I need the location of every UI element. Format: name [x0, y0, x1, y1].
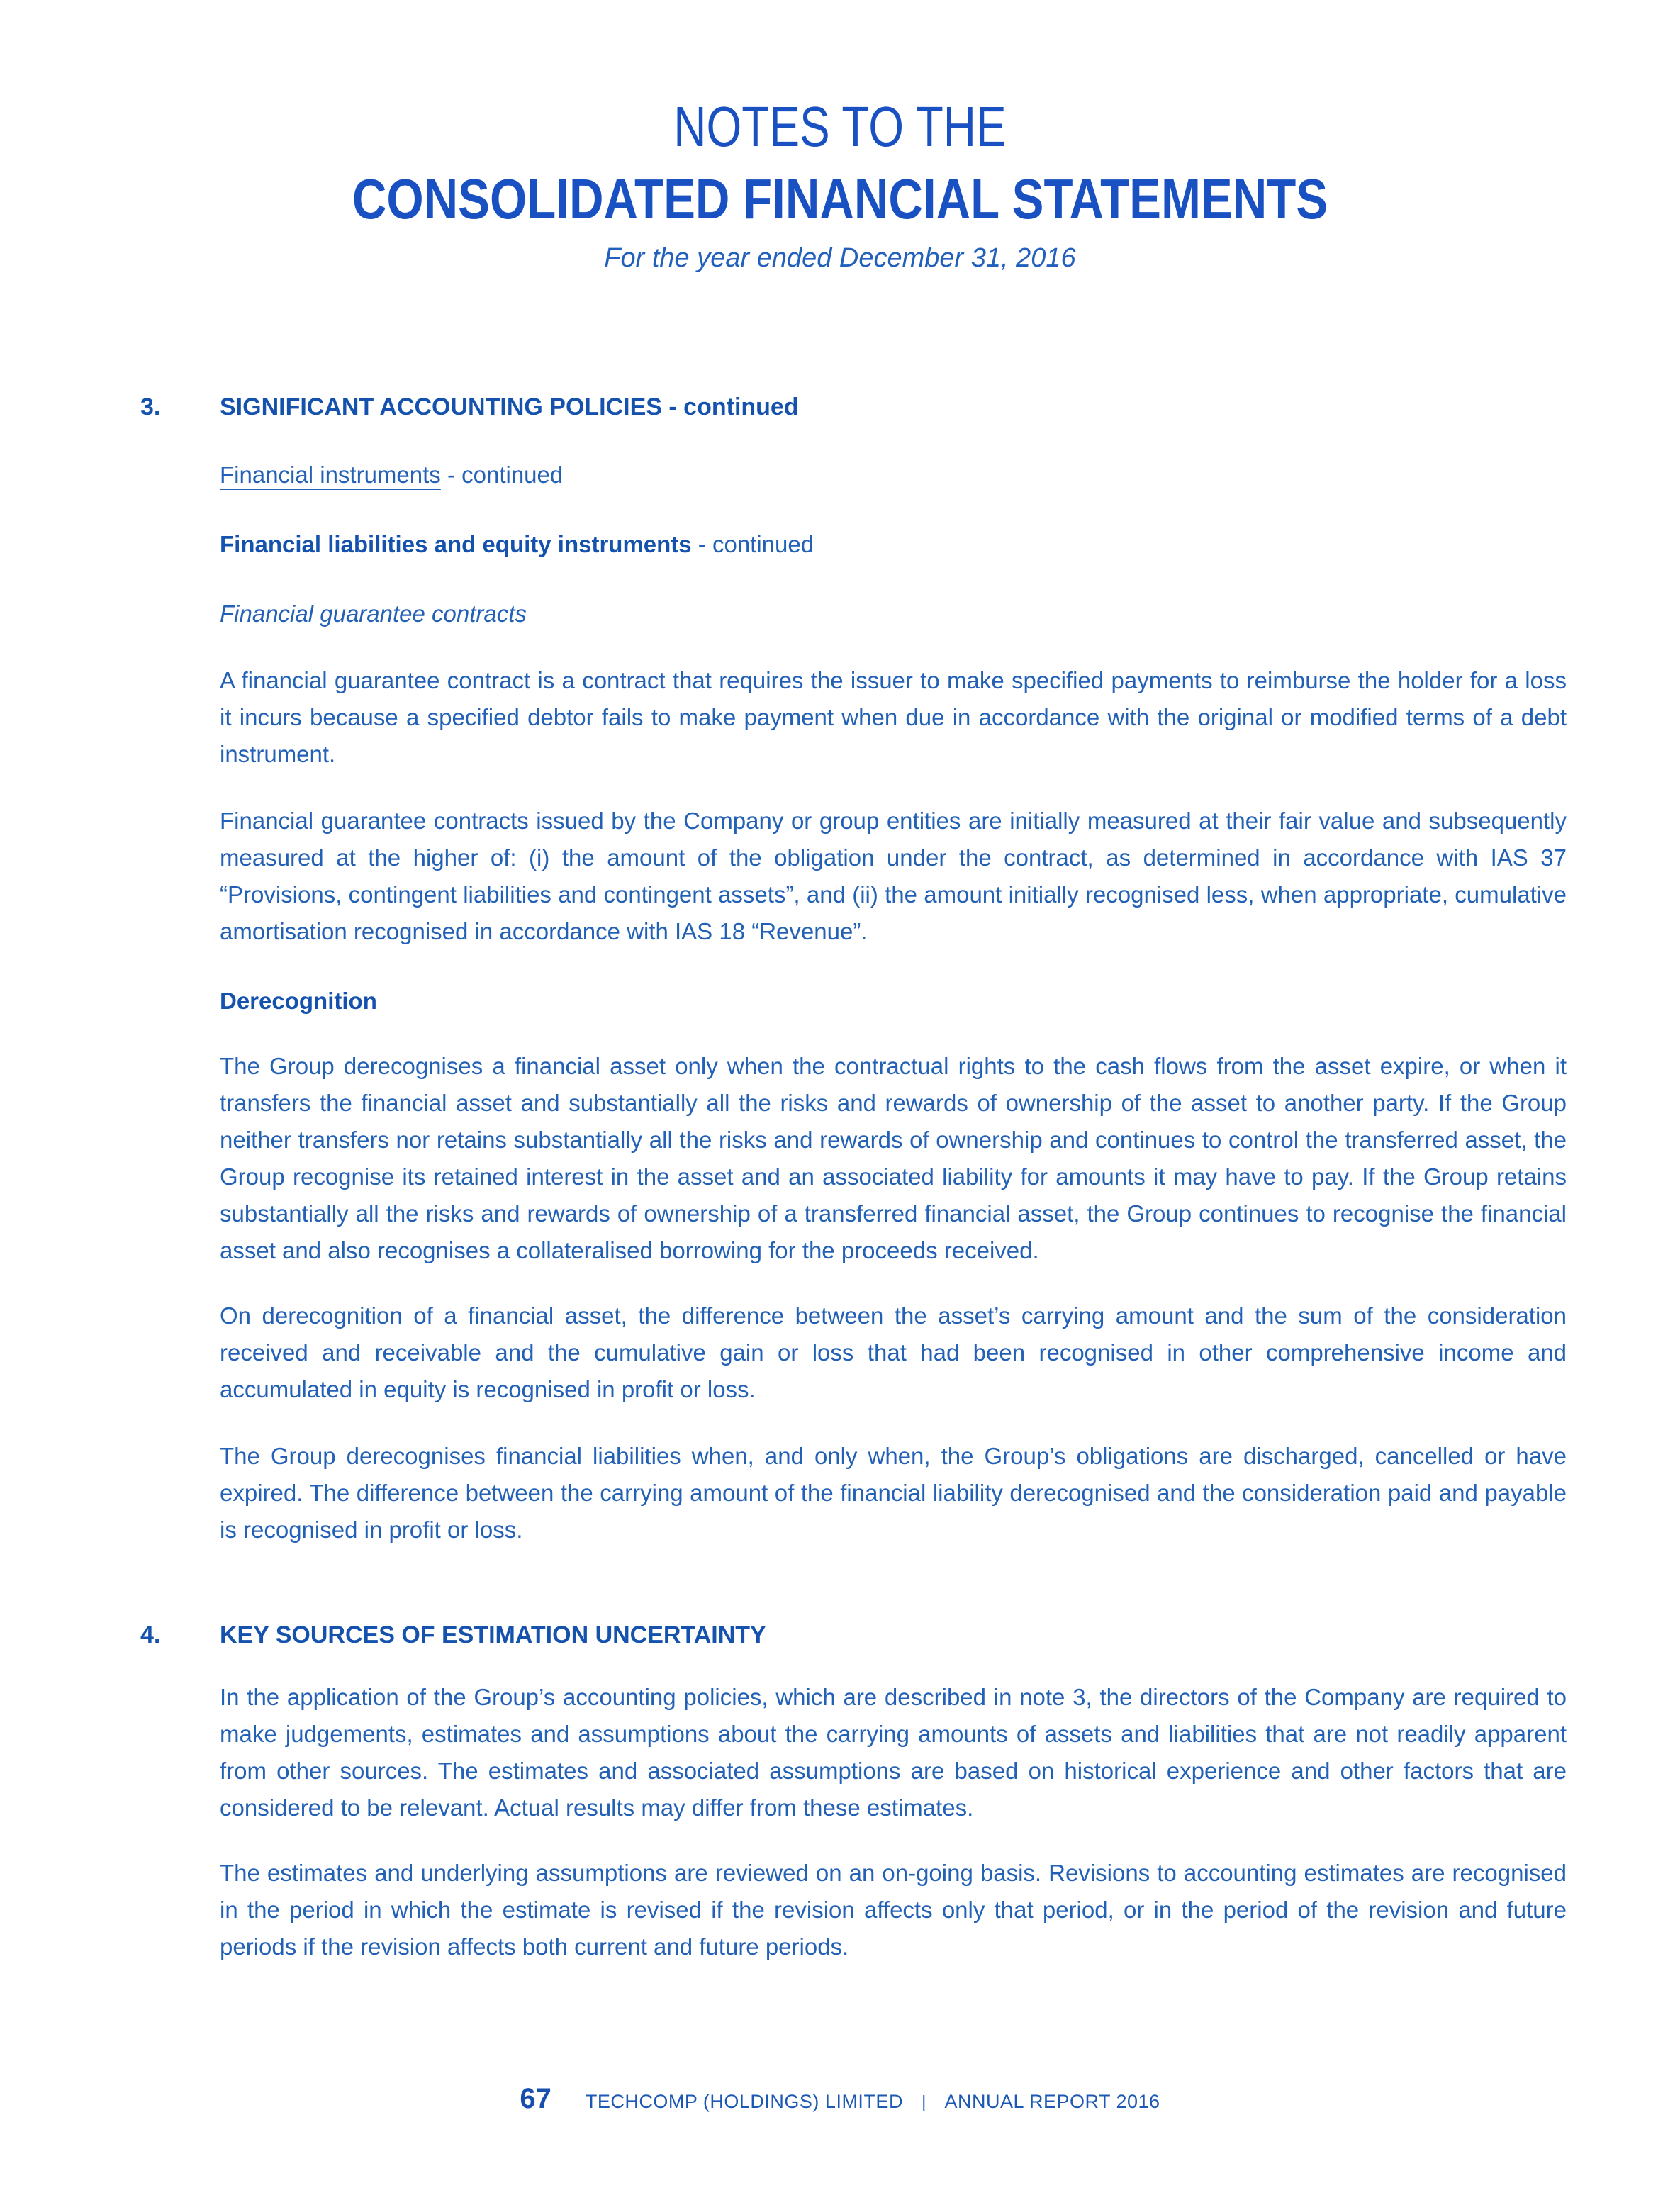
document-header: [0, 0, 1680, 275]
section-4-heading: [140, 1617, 1567, 1653]
paragraph-estimation-2: The estimates and underlying assumptions are reviewed on an on-going basis. Revisions to accounting estimates are recognised in the period in which the estimate is revised if the revision affects only that period, or in the period of the revision and future periods if the revision affects both current and future periods.: [220, 1860, 1567, 1960]
section-3-number: 3.: [140, 393, 161, 420]
document-body: [140, 389, 1567, 1965]
paragraph-derecognition-2: On derecognition of a financial asset, the difference between the asset’s carrying amount and the sum of the consideration received and receivable and the cumulative gain or loss that had been recognised in other comprehensive income and accumulated in equity is recognised in profit or loss.: [220, 1302, 1567, 1402]
section-3-title: SIGNIFICANT ACCOUNTING POLICIES - continued: [220, 393, 799, 420]
footer-report-title: ANNUAL REPORT 2016: [944, 2091, 1160, 2112]
financial-instruments-label: Financial instruments: [220, 462, 441, 488]
page-footer: [0, 2083, 1680, 2115]
footer-separator: |: [921, 2092, 926, 2112]
section-4-title: KEY SOURCES OF ESTIMATION UNCERTAINTY: [220, 1622, 766, 1648]
section-3-heading: [140, 389, 1567, 425]
page-title-line1: NOTES TO THE: [673, 95, 1007, 158]
financial-liabilities-label: Financial liabilities and equity instruments: [220, 531, 692, 557]
subheading-financial-instruments: [220, 457, 1567, 493]
subheading-financial-liabilities: [220, 526, 1567, 563]
subheading-financial-guarantee-contracts: [220, 596, 1567, 632]
paragraph-derecognition-1: The Group derecognises a financial asset only when the contractual rights to the cash flows from the asset expire, or when it transfers the financial asset and substantially all the risks and rewards of ownership of the asset to another party. If the Group neither transfers nor retains substantially all the risks and rewards of ownership and continues to control the transferred asset, the Group recognise its retained interest in the asset and an associated liability for amounts it may have to pay. If the Group retains substantially all the risks and rewards of ownership of a transferred financial asset, the Group continues to recognise the financial asset and also recognises a collateralised borrowing for the proceeds received.: [220, 1053, 1567, 1263]
paragraph-derecognition-3: The Group derecognises financial liabilities when, and only when, the Group’s obligations are discharged, cancelled or have expired. The difference between the carrying amount of the financial liability derecognised and the consideration paid and payable is recognised in profit or loss.: [220, 1443, 1567, 1543]
footer-page-number: 67: [520, 2083, 551, 2114]
footer-company-name: TECHCOMP (HOLDINGS) LIMITED: [585, 2091, 903, 2112]
paragraph-estimation-1: In the application of the Group’s accounting policies, which are described in note 3, the directors of the Company are required to make judgements, estimates and assumptions about the carrying amounts of assets and liabilities that are not readily apparent from other sources. The estimates and associated assumptions are based on historical experience and other factors that are considered to be relevant. Actual results may differ from these estimates.: [220, 1684, 1567, 1821]
heading-derecognition: Derecognition: [220, 988, 377, 1014]
financial-instruments-suffix: - continued: [440, 462, 564, 488]
paragraph-financial-guarantee-1: A financial guarantee contract is a contract that requires the issuer to make specified payments to reimburse the holder for a loss it incurs because a specified debtor fails to make payment when due in accordance with the original or modified terms of a debt instrument.: [220, 667, 1567, 767]
financial-liabilities-suffix: - continued: [691, 531, 814, 557]
page-title-line2: CONSOLIDATED FINANCIAL STATEMENTS: [352, 167, 1328, 230]
page-subtitle: For the year ended December 31, 2016: [604, 243, 1076, 273]
financial-guarantee-contracts-label: Financial guarantee contracts: [220, 601, 527, 627]
section-4-number: 4.: [140, 1622, 161, 1648]
paragraph-financial-guarantee-2: Financial guarantee contracts issued by the Company or group entities are initially measured at their fair value and subsequently measured at the higher of: (i) the amount of the obligation under the contract, as determined in accordance with IAS 37 “Provisions, contingent liabilities and contingent assets”, and (ii) the amount initially recognised less, when appropriate, cumulative amortisation recognised in accordance with IAS 18 “Revenue”.: [220, 808, 1567, 944]
